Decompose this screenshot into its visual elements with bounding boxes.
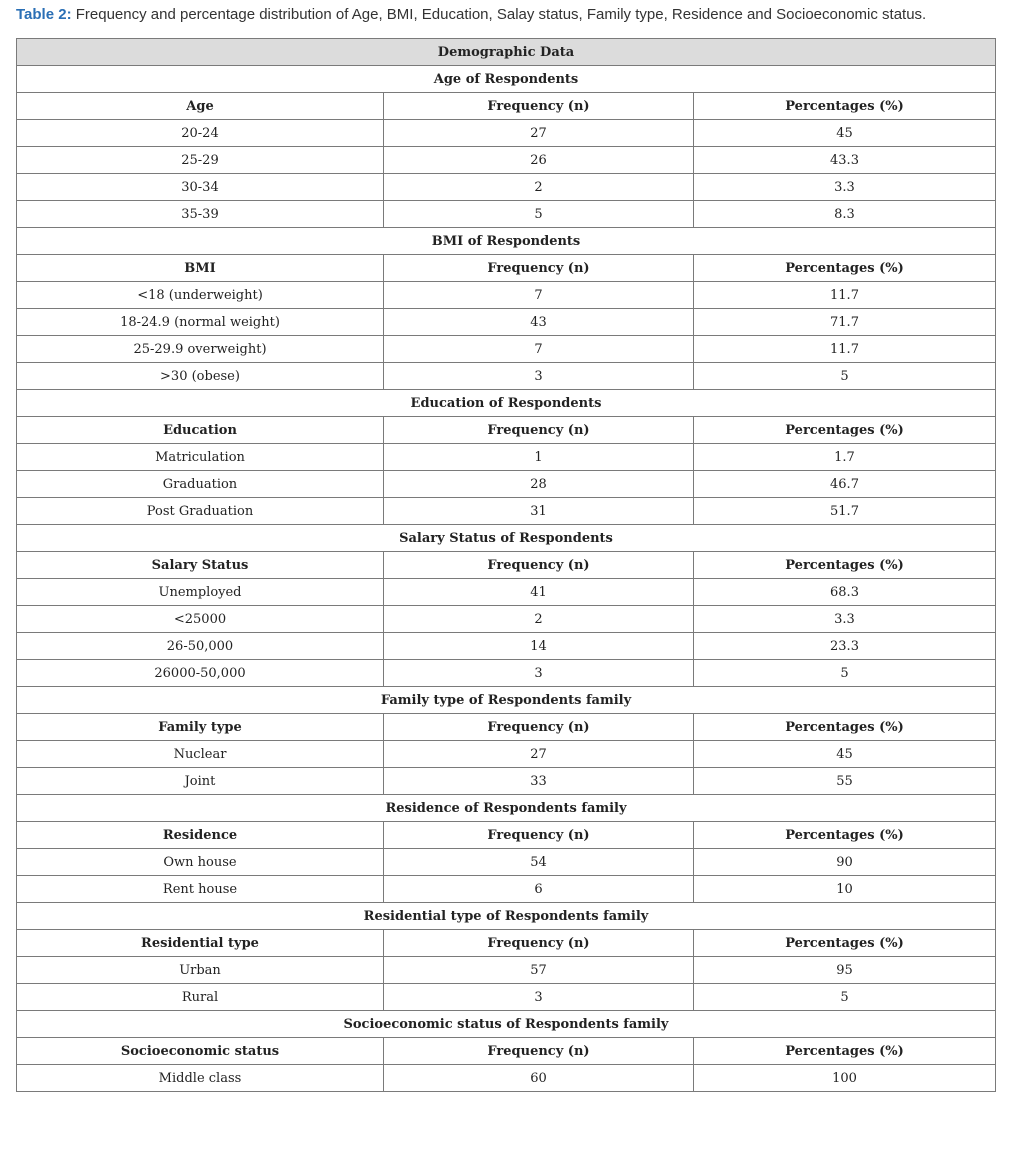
table-cell: 60	[384, 1065, 694, 1092]
table-cell: Own house	[17, 849, 384, 876]
table-cell: 11.7	[694, 336, 996, 363]
column-header: Percentages (%)	[694, 714, 996, 741]
section-heading: Socioeconomic status of Respondents family	[17, 1011, 996, 1038]
column-header: Frequency (n)	[384, 714, 694, 741]
table-cell: 51.7	[694, 498, 996, 525]
table-cell: Rent house	[17, 876, 384, 903]
table-cell: 5	[694, 984, 996, 1011]
table-row	[17, 660, 996, 687]
table-cell: 8.3	[694, 201, 996, 228]
table-row	[17, 876, 996, 903]
table-cell: 90	[694, 849, 996, 876]
table-cell: 18-24.9 (normal weight)	[17, 309, 384, 336]
table-cell: Joint	[17, 768, 384, 795]
column-header: Education	[17, 417, 384, 444]
table-cell: 45	[694, 120, 996, 147]
section-heading: Education of Respondents	[17, 390, 996, 417]
table-cell: 25-29	[17, 147, 384, 174]
column-header: BMI	[17, 255, 384, 282]
table-cell: 43	[384, 309, 694, 336]
table-cell: 1	[384, 444, 694, 471]
column-header-row	[17, 93, 996, 120]
table-cell: 14	[384, 633, 694, 660]
section-heading-row	[17, 687, 996, 714]
table-cell: 1.7	[694, 444, 996, 471]
table-cell: 6	[384, 876, 694, 903]
table-cell: Urban	[17, 957, 384, 984]
column-header: Frequency (n)	[384, 1038, 694, 1065]
table-caption	[16, 6, 1011, 24]
table-row	[17, 579, 996, 606]
column-header: Percentages (%)	[694, 1038, 996, 1065]
table-title: Demographic Data	[17, 39, 996, 66]
table-cell: 3	[384, 660, 694, 687]
section-heading: Residential type of Respondents family	[17, 903, 996, 930]
table-cell: 7	[384, 282, 694, 309]
column-header: Frequency (n)	[384, 93, 694, 120]
table-cell: 26	[384, 147, 694, 174]
table-cell: 20-24	[17, 120, 384, 147]
column-header-row	[17, 822, 996, 849]
table-cell: Middle class	[17, 1065, 384, 1092]
table-row	[17, 498, 996, 525]
table-row	[17, 957, 996, 984]
section-heading: Salary Status of Respondents	[17, 525, 996, 552]
table-cell: 26000-50,000	[17, 660, 384, 687]
section-heading: Age of Respondents	[17, 66, 996, 93]
column-header: Percentages (%)	[694, 930, 996, 957]
column-header-row	[17, 930, 996, 957]
table-cell: 57	[384, 957, 694, 984]
table-cell: 10	[694, 876, 996, 903]
table-cell: <25000	[17, 606, 384, 633]
table-row	[17, 606, 996, 633]
column-header-row	[17, 417, 996, 444]
column-header: Frequency (n)	[384, 417, 694, 444]
table-row	[17, 174, 996, 201]
column-header: Percentages (%)	[694, 552, 996, 579]
table-cell: 100	[694, 1065, 996, 1092]
table-cell: 23.3	[694, 633, 996, 660]
table-row	[17, 984, 996, 1011]
table-cell: 2	[384, 174, 694, 201]
section-heading-row	[17, 390, 996, 417]
column-header: Percentages (%)	[694, 417, 996, 444]
table-cell: 43.3	[694, 147, 996, 174]
table-row	[17, 147, 996, 174]
column-header: Frequency (n)	[384, 822, 694, 849]
column-header: Socioeconomic status	[17, 1038, 384, 1065]
section-heading-row	[17, 1011, 996, 1038]
column-header-row	[17, 552, 996, 579]
column-header-row	[17, 1038, 996, 1065]
table-cell: 27	[384, 120, 694, 147]
table-row	[17, 741, 996, 768]
table-row	[17, 471, 996, 498]
column-header-row	[17, 255, 996, 282]
table-cell: 2	[384, 606, 694, 633]
table-cell: 26-50,000	[17, 633, 384, 660]
table-cell: Post Graduation	[17, 498, 384, 525]
table-cell: <18 (underweight)	[17, 282, 384, 309]
table-cell: Graduation	[17, 471, 384, 498]
column-header: Frequency (n)	[384, 255, 694, 282]
table-cell: 3	[384, 363, 694, 390]
table-cell: 41	[384, 579, 694, 606]
table-title-row	[17, 39, 996, 66]
column-header: Family type	[17, 714, 384, 741]
table-row	[17, 768, 996, 795]
table-cell: 3.3	[694, 606, 996, 633]
table-cell: 3	[384, 984, 694, 1011]
column-header: Residence	[17, 822, 384, 849]
table-cell: 30-34	[17, 174, 384, 201]
table-row	[17, 363, 996, 390]
section-heading-row	[17, 66, 996, 93]
caption-label: Table 2:	[16, 6, 72, 23]
table-cell: 5	[694, 363, 996, 390]
table-cell: 3.3	[694, 174, 996, 201]
column-header: Percentages (%)	[694, 255, 996, 282]
table-cell: 71.7	[694, 309, 996, 336]
table-cell: 5	[384, 201, 694, 228]
column-header: Percentages (%)	[694, 822, 996, 849]
table-cell: 7	[384, 336, 694, 363]
section-heading-row	[17, 525, 996, 552]
section-heading-row	[17, 795, 996, 822]
section-heading: Residence of Respondents family	[17, 795, 996, 822]
table-cell: 11.7	[694, 282, 996, 309]
section-heading-row	[17, 903, 996, 930]
table-cell: 33	[384, 768, 694, 795]
table-cell: 54	[384, 849, 694, 876]
caption-text: Frequency and percentage distribution of Age, BMI, Education, Salay status, Family type, Residence and Socioeconomic status.	[75, 6, 927, 23]
table-row	[17, 336, 996, 363]
table-row	[17, 849, 996, 876]
table-cell: 35-39	[17, 201, 384, 228]
table-row	[17, 120, 996, 147]
table-cell: 27	[384, 741, 694, 768]
column-header: Salary Status	[17, 552, 384, 579]
table-cell: Rural	[17, 984, 384, 1011]
table-row	[17, 282, 996, 309]
section-heading: BMI of Respondents	[17, 228, 996, 255]
table-cell: >30 (obese)	[17, 363, 384, 390]
column-header: Age	[17, 93, 384, 120]
table-cell: Matriculation	[17, 444, 384, 471]
column-header: Residential type	[17, 930, 384, 957]
table-row	[17, 201, 996, 228]
section-heading-row	[17, 228, 996, 255]
table-cell: Unemployed	[17, 579, 384, 606]
section-heading: Family type of Respondents family	[17, 687, 996, 714]
table-cell: 55	[694, 768, 996, 795]
table-cell: 31	[384, 498, 694, 525]
table-cell: 45	[694, 741, 996, 768]
table-cell: 25-29.9 overweight)	[17, 336, 384, 363]
table-row	[17, 633, 996, 660]
column-header: Frequency (n)	[384, 930, 694, 957]
table-row	[17, 309, 996, 336]
table-cell: 28	[384, 471, 694, 498]
table-cell: 46.7	[694, 471, 996, 498]
column-header: Percentages (%)	[694, 93, 996, 120]
table-row	[17, 1065, 996, 1092]
table-cell: 95	[694, 957, 996, 984]
table-cell: 5	[694, 660, 996, 687]
table-cell: Nuclear	[17, 741, 384, 768]
column-header: Frequency (n)	[384, 552, 694, 579]
column-header-row	[17, 714, 996, 741]
table-cell: 68.3	[694, 579, 996, 606]
demographic-table	[16, 38, 996, 1092]
table-body	[17, 39, 996, 1092]
table-row	[17, 444, 996, 471]
